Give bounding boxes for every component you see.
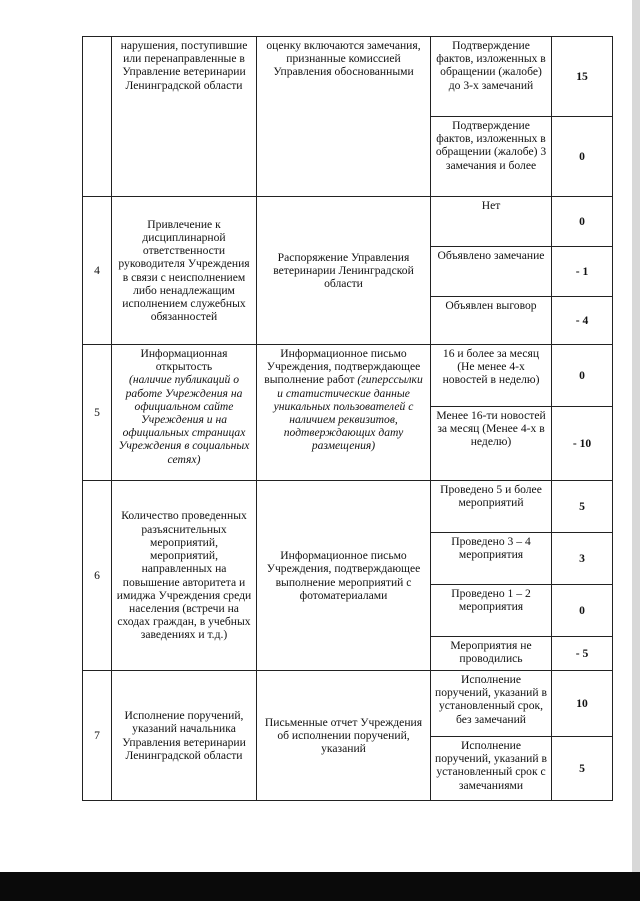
source-cell: [257, 671, 431, 801]
criterion-cell: [112, 671, 257, 801]
condition-cell: Нет: [431, 197, 552, 247]
score-cell: 0: [552, 345, 613, 407]
criterion-text: нарушения, поступившие или перенаправленные в Управление ветеринарии Ленинградской области: [120, 39, 248, 92]
condition-cell: Менее 16-ти новостей за месяц (Менее 4-х в неделю): [431, 407, 552, 481]
source-text: Распоряжение Управления ветеринарии Ленинградской области: [273, 250, 414, 291]
criterion-note: (наличие публикаций о работе Учреждения на официальном сайте Учреждения и на официальных страницах Учреждения в социальных сетях): [118, 373, 250, 466]
criteria-table: [82, 36, 613, 801]
table-row: [83, 37, 613, 117]
table-row: [83, 671, 613, 737]
score-cell: 10: [552, 671, 613, 737]
condition-cell: Мероприятия не проводились: [431, 637, 552, 671]
condition-cell: Исполнение поручений, указаний в установленный срок с замечаниями: [431, 737, 552, 801]
row-number: 7: [83, 671, 112, 801]
criterion-text: Привлечение к дисциплинарной ответственности руководителя Учреждения в связи с неисполнением либо ненадлежащим исполнением служебных обязанностей: [118, 217, 250, 324]
score-cell: - 5: [552, 637, 613, 671]
source-note: (гиперссылки и статистические данные уникальных пользователей с наличием реквизитов, подтверждающих дату размещения): [273, 373, 423, 453]
score-cell: 0: [552, 197, 613, 247]
row-number: 4: [83, 197, 112, 345]
criterion-text: Информационная открытость: [140, 347, 228, 374]
table-row: [83, 345, 613, 407]
source-text: Письменные отчет Учреждения об исполнении поручений, указаний: [264, 715, 423, 756]
source-cell: [257, 197, 431, 345]
source-cell: [257, 345, 431, 481]
condition-cell: Подтверждение фактов, изложенных в обращении (жалобе) до 3-х замечаний: [431, 37, 552, 117]
criterion-cell: [112, 345, 257, 481]
source-text: оценку включаются замечания, признанные комиссией Управления обоснованными: [266, 39, 421, 79]
source-text: Информационное письмо Учреждения, подтверждающее выполнение работ: [264, 347, 421, 387]
row-number: [83, 37, 112, 197]
condition-cell: Проведено 5 и более мероприятий: [431, 481, 552, 533]
score-cell: 0: [552, 117, 613, 197]
condition-cell: Подтверждение фактов, изложенных в обращении (жалобе) 3 замечания и более: [431, 117, 552, 197]
source-cell: [257, 37, 431, 197]
criterion-cell: [112, 481, 257, 671]
criterion-text: Количество проведенных разъяснительных мероприятий, мероприятий, направленных на повышение авторитета и имиджа Учреждения среди населения (встречи на сходах граждан, в учебных заведениях и т.д.): [116, 509, 252, 642]
score-cell: - 10: [552, 407, 613, 481]
score-cell: 5: [552, 737, 613, 801]
score-cell: 5: [552, 481, 613, 533]
condition-cell: Проведено 3 – 4 мероприятия: [431, 533, 552, 585]
score-cell: 0: [552, 585, 613, 637]
condition-cell: Объявлен выговор: [431, 297, 552, 345]
table-row: [83, 197, 613, 247]
row-number: 6: [83, 481, 112, 671]
row-number: 5: [83, 345, 112, 481]
criterion-cell: [112, 37, 257, 197]
scan-bottom-bar: [0, 872, 640, 901]
score-cell: 3: [552, 533, 613, 585]
condition-cell: Исполнение поручений, указаний в установленный срок, без замечаний: [431, 671, 552, 737]
score-cell: - 1: [552, 247, 613, 297]
score-cell: 15: [552, 37, 613, 117]
score-cell: - 4: [552, 297, 613, 345]
table-row: [83, 481, 613, 533]
criterion-text: Исполнение поручений, указаний начальника Управления ветеринарии Ленинградской области: [122, 709, 246, 762]
criterion-cell: [112, 197, 257, 345]
source-cell: [257, 481, 431, 671]
condition-cell: Объявлено замечание: [431, 247, 552, 297]
condition-cell: Проведено 1 – 2 мероприятия: [431, 585, 552, 637]
condition-cell: 16 и более за месяц (Не менее 4-х новостей в неделю): [431, 345, 552, 407]
source-text: Информационное письмо Учреждения, подтверждающее выполнение мероприятий с фотоматериалами: [266, 549, 421, 602]
scan-edge: [632, 0, 640, 872]
